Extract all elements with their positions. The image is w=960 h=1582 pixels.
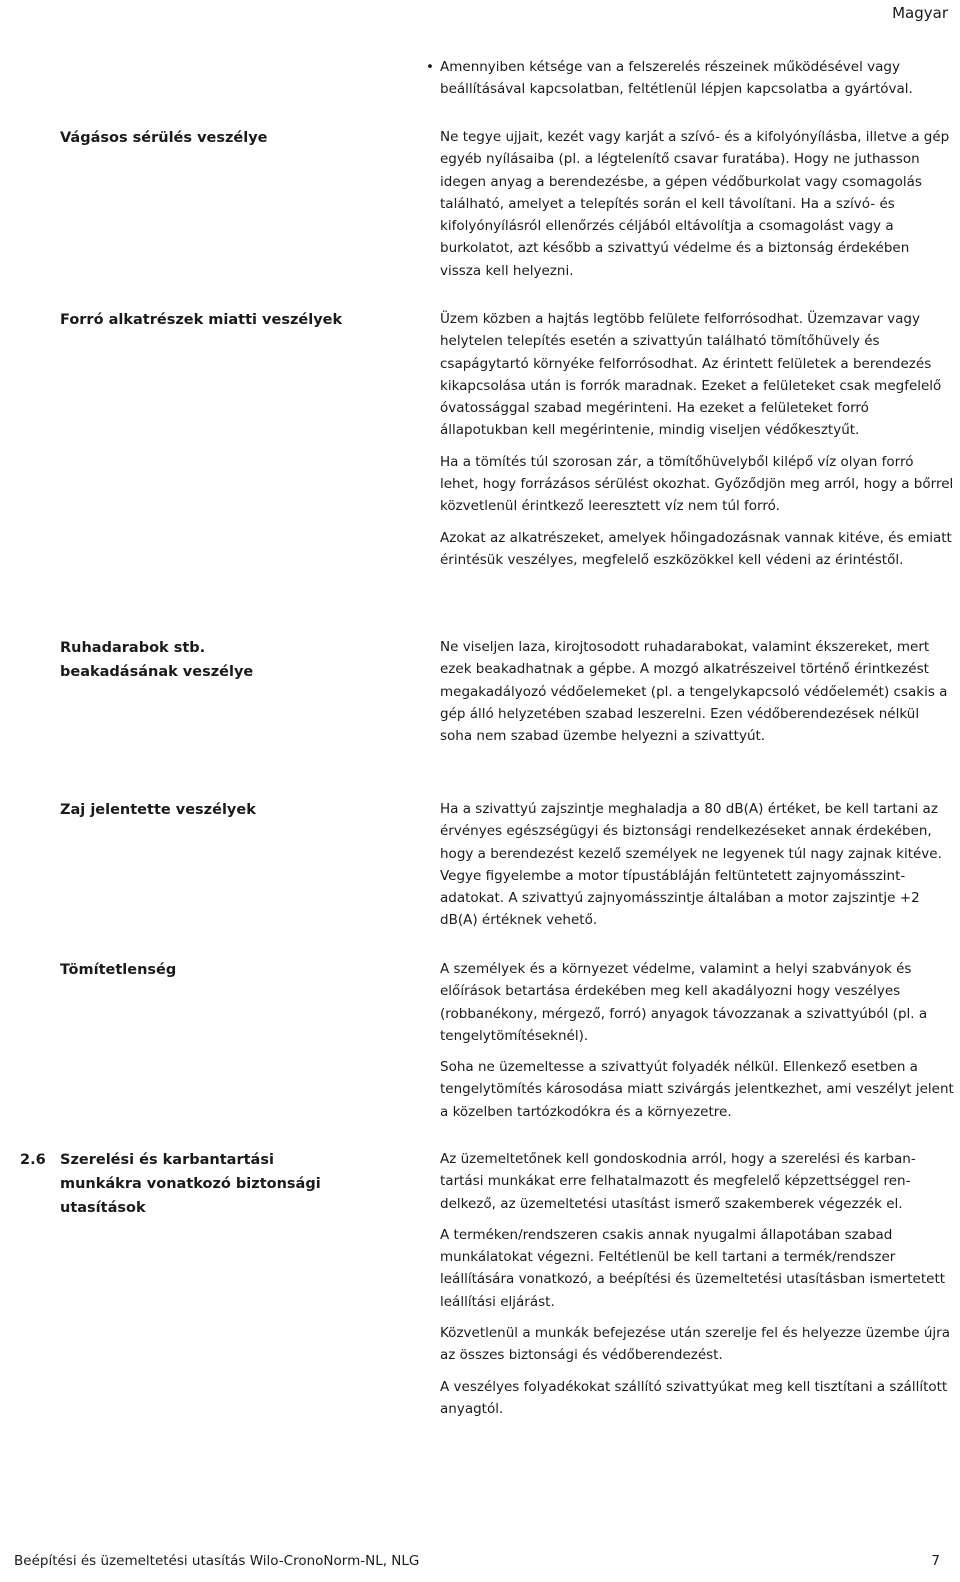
- section-leakage-body: [440, 958, 954, 1132]
- section-cut-hazard-body: [440, 126, 954, 291]
- paragraph: A terméken/rendszeren csakis annak nyugalmi állapotában szabad munkálatokat végezni. Feltétlenül be kell tartani a termék/rendszer leállítására vonatkozó, a beépítési és üzemeltetési utasításban ismertetett leállítási eljárást.: [440, 1226, 946, 1310]
- paragraph: Soha ne üzemeltesse a szivattyút folyadék nélkül. Ellenkező esetben a tengelytömítés károsodása miatt szivárgás jelentkezhet, ami veszélyt jelent a közelben tartózkodókra és a környezetre.: [440, 1059, 954, 1120]
- heading-hot-parts: Forró alkatrészek miatti veszélyek: [60, 312, 343, 328]
- paragraph: Ne viseljen laza, kirojtosodott ruhadarabokat, valamint ékszereket, mert ezek beakadhatnak a gépbe. A mozgó alkatrészeivel történő érintkezést megakadályozó védőelemeket (pl. a tengelykapcsoló védőelemét) csakis a gép álló helyzetében szabad leszerelni. Ezen védőberendezések nélkül soha nem szabad üzembe helyezni a szivattyút.: [440, 639, 948, 745]
- language-label: Magyar: [892, 4, 948, 22]
- paragraph: Az üzemeltetőnek kell gondoskodnia arról, hogy a szerelési és karbantartási munkákat erre felhatalmazott és megfelelő képzettséggel rendelkező, az üzemeltetési utasítást ismerő szakemberek végezzék el.: [440, 1151, 916, 1212]
- heading-clothing-hazard: Ruhadarabok stb. beakadásának veszélye: [60, 640, 254, 680]
- paragraph: A személyek és a környezet védelme, valamint a helyi szabványok és előírások betartása érdekében meg kell akadályozni hogy veszélyes (robbanékony, mérgező, forró) anyagok távozzanak a szivattyúból (pl. a tengelytömítéseknél).: [440, 961, 928, 1044]
- section-hot-parts-body: [440, 308, 954, 580]
- lead-bullet-text: Amennyiben kétsége van a felszerelés részeinek működésével vagy beállításával kapcsolatban, feltétlenül lépjen kapcsolatba a gyártóval.: [440, 59, 913, 97]
- paragraph: Ne tegye ujjait, kezét vagy karját a szívó- és a kifolyónyílásba, illetve a gép egyéb nyílásaiba (pl. a légtelenítő csavar furatába). Hogy ne juthasson idegen anyag a berendezésbe, a gépen védőburkolat vagy csomagolás található, amelyet a telepítés során el kell távolítani. Ha a szívó- és kifolyónyílásról ellenőrzés céljából eltávolítja a csomagolást vagy a burkolatot, azt később a szivattyú védelme és a biztonság érdekében vissza kell helyezni.: [440, 129, 950, 279]
- heading-cut-hazard: Vágásos sérülés veszélye: [60, 130, 268, 146]
- section-number: 2.6: [20, 1152, 46, 1168]
- footer-document-title: Beépítési és üzemeltetési utasítás Wilo-CronoNorm-NL, NLG: [14, 1553, 420, 1569]
- heading-noise-hazard: Zaj jelentette veszélyek: [60, 802, 256, 818]
- heading-leakage: Tömítetlenség: [60, 962, 177, 978]
- section-maintenance-safety-body: [440, 1148, 954, 1429]
- paragraph: Ha a szivattyú zajszintje meghaladja a 80 dB(A) értéket, be kell tartani az érvényes egészségügyi és biztonsági rendelkezéseket annak érdekében, hogy a berendezést kezelő személyek ne legyenek túl nagy zajnak kitéve. Vegye figyelembe a motor típustábláján feltüntetett zajnyomásszint-adatokat. A szivattyú zajnyomásszintje általában a motor zajszintje +2 dB(A) értéknek vehető.: [440, 801, 942, 929]
- lead-bullet: [426, 56, 950, 100]
- paragraph: Üzem közben a hajtás legtöbb felülete felforrósodhat. Üzemzavar vagy helytelen telepítés esetén a szivattyún található tömítőhüvely és csapágytartó környéke felforrósodhat. Az érintett felületek a berendezés kikapcsolása után is forrók maradnak. Ezeket a felületeket csak megfelelő óvatossággal szabad megérinteni. Ha ezeket a felületeket forró állapotukban kell megérintenie, mindig viseljen védőkesztyűt.: [440, 311, 942, 439]
- paragraph: Azokat az alkatrészeket, amelyek hőingadozásnak vannak kitéve, és emiatt érintésük veszélyes, megfelelő eszközökkel kell védeni az érintéstől.: [440, 529, 952, 568]
- paragraph: Ha a tömítés túl szorosan zár, a tömítőhüvelyből kilépő víz olyan forró lehet, hogy forrázásos sérülést okozhat. Győződjön meg arról, hogy a bőrrel közvetlenül érintkező leeresztett víz nem túl forró.: [440, 453, 954, 515]
- bullet-marker: •: [426, 59, 434, 75]
- section-clothing-hazard-body: [440, 636, 954, 756]
- paragraph: Közvetlenül a munkák befejezése után szerelje fel és helyezze üzembe újra az összes biztonsági és védőberendezést.: [440, 1325, 950, 1364]
- footer-page-number: 7: [931, 1553, 940, 1569]
- section-noise-hazard-body: [440, 798, 954, 941]
- paragraph: A veszélyes folyadékokat szállító szivattyúkat meg kell tisztítani a szállított anyagtól.: [440, 1378, 948, 1417]
- heading-maintenance-safety: Szerelési és karbantartási munkákra vonatkozó biztonsági utasítások: [60, 1152, 321, 1216]
